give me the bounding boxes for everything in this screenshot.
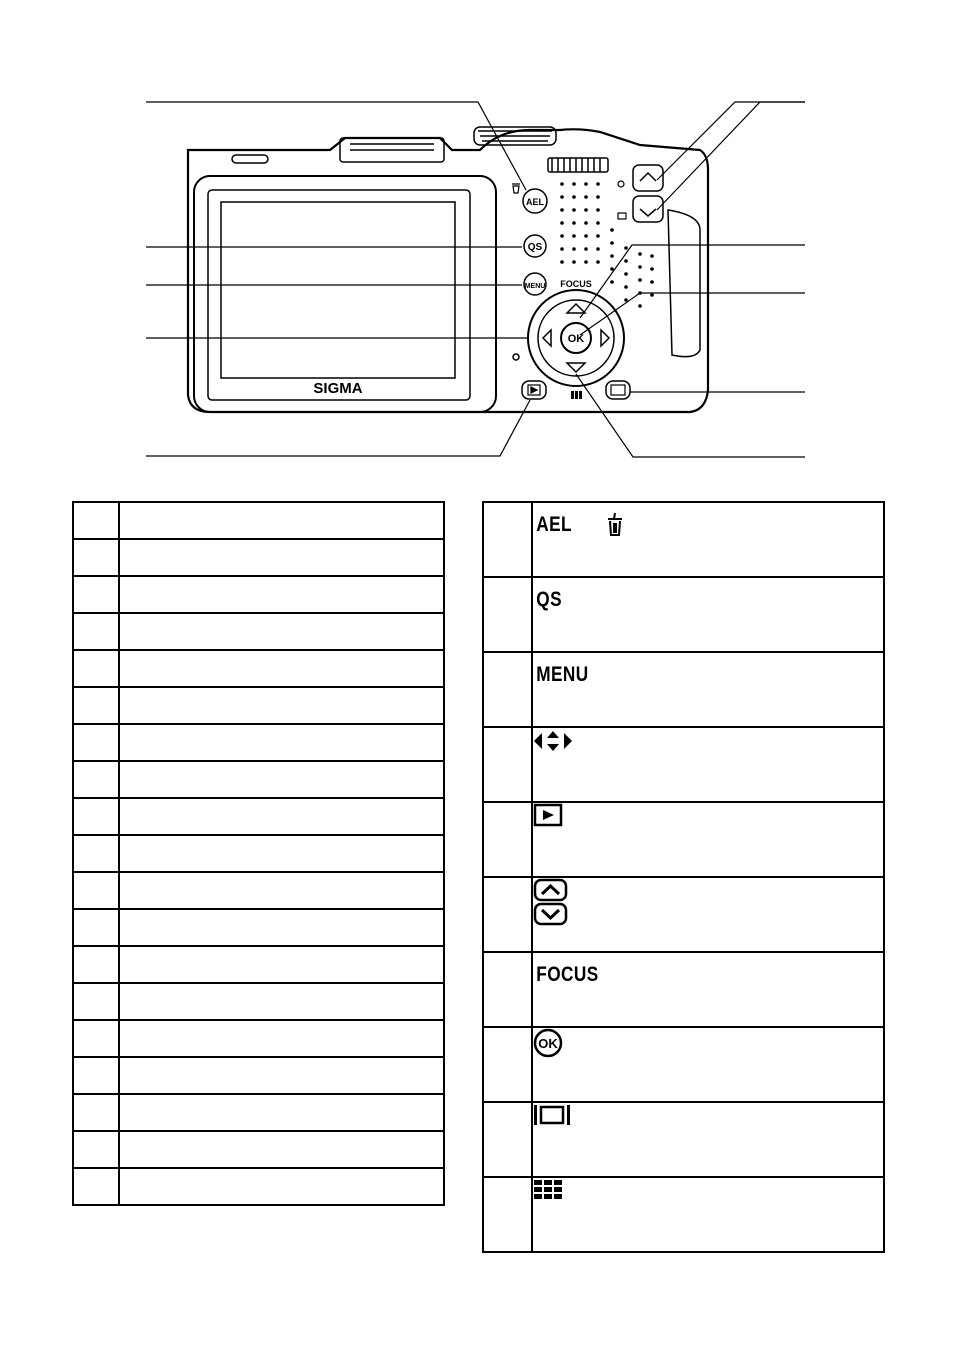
callout-up [657, 102, 805, 180]
menu-button-label: MENU [524, 283, 546, 290]
grid-icon [533, 1178, 565, 1202]
ok-button-icon [533, 1028, 563, 1058]
table-row [73, 1094, 444, 1131]
menu-label: MENU [536, 663, 589, 686]
qs-label: QS [536, 588, 562, 611]
qs-button-label: QS [527, 242, 543, 253]
table-row [483, 577, 884, 652]
up-down-buttons-icon [533, 878, 569, 926]
sigma-logo: SIGMA [313, 380, 363, 397]
callout-ok [580, 293, 805, 335]
table-row [483, 1102, 884, 1177]
camera-back-diagram [0, 0, 954, 480]
table-row [73, 613, 444, 650]
table-row [483, 727, 884, 802]
parts-table-left [72, 501, 445, 1206]
table-row [483, 1027, 884, 1102]
table-row [483, 502, 884, 577]
table-row [73, 798, 444, 835]
svg-text:OK: OK [538, 1036, 558, 1051]
table-row [73, 687, 444, 724]
camera-trash-icon [512, 184, 520, 193]
table-row [73, 1057, 444, 1094]
table-row [73, 1131, 444, 1168]
table-row [73, 502, 444, 539]
trash-icon [605, 511, 625, 537]
camera-zoom-icon [618, 181, 624, 187]
table-row [483, 1177, 884, 1252]
table-row [483, 877, 884, 952]
table-row [73, 539, 444, 576]
ok-button-label: OK [567, 333, 585, 345]
callout-down [657, 102, 805, 210]
table-row [483, 802, 884, 877]
playback-icon [533, 803, 563, 827]
table-row [73, 983, 444, 1020]
focus-label: FOCUS [560, 279, 592, 289]
table-row [483, 652, 884, 727]
callout-playback [146, 400, 530, 456]
table-row [73, 650, 444, 687]
table-row [73, 761, 444, 798]
camera-grid-icon [618, 213, 626, 219]
table-row [73, 909, 444, 946]
display-mode-icon [533, 1103, 573, 1127]
table-row [73, 835, 444, 872]
table-row [73, 576, 444, 613]
focus-table-label: FOCUS [536, 963, 599, 986]
table-row [73, 724, 444, 761]
ael-label: AEL [536, 513, 572, 536]
callout-grid [576, 374, 805, 457]
table-row [73, 872, 444, 909]
table-row [73, 1168, 444, 1205]
table-row [73, 946, 444, 983]
ael-button-label: AEL [526, 197, 544, 207]
button-table-right [482, 501, 885, 1253]
four-way-arrows-icon [533, 728, 573, 754]
table-row [73, 1020, 444, 1057]
table-row [483, 952, 884, 1027]
